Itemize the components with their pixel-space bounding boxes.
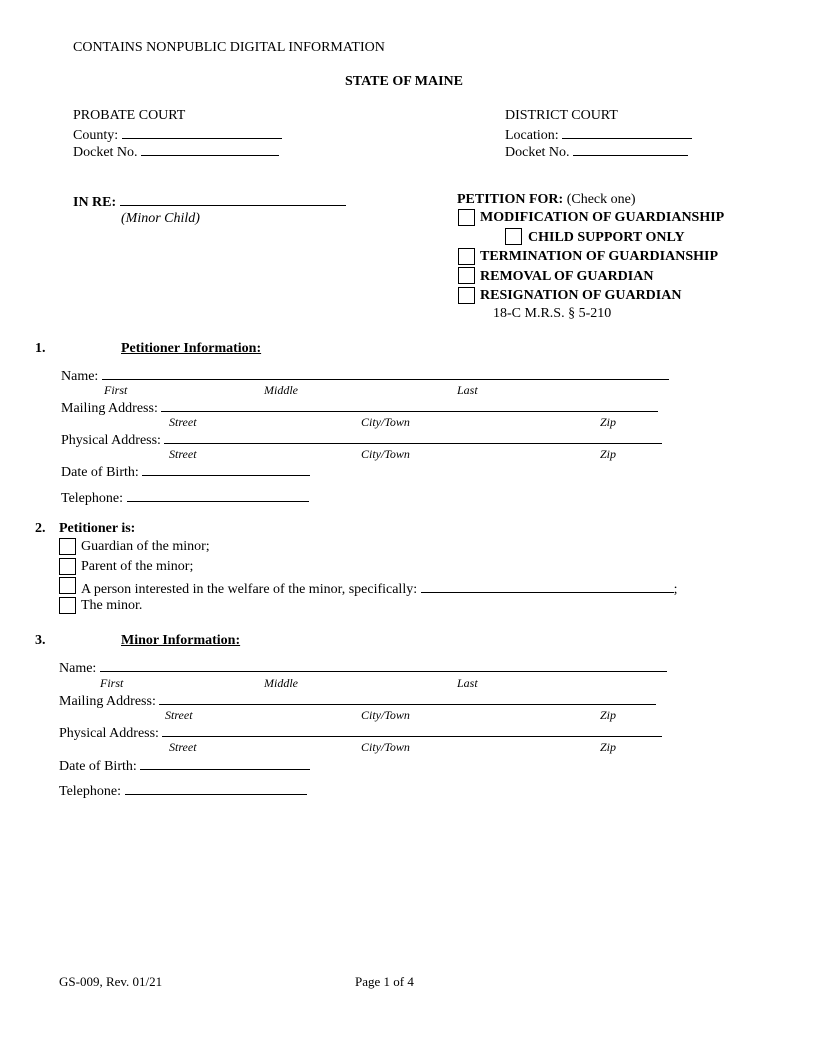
- probate-docket-row: [73, 142, 279, 161]
- minor-physical-city-sublabel: City/Town: [361, 740, 410, 754]
- minor-name-field[interactable]: [100, 658, 667, 672]
- interested-person-row: [81, 579, 678, 598]
- probate-county-field[interactable]: [122, 125, 282, 139]
- termination-label: TERMINATION OF GUARDIANSHIP: [480, 249, 719, 264]
- petitioner-mailing-row: [61, 398, 658, 417]
- petitioner-phone-row: [61, 488, 309, 507]
- in-re-label: IN RE:: [73, 195, 117, 210]
- minor-physical-field[interactable]: [162, 723, 662, 737]
- petitioner-name-row: [61, 366, 669, 385]
- interested-person-suffix: ;: [673, 582, 678, 597]
- minor-mailing-row: [59, 691, 656, 710]
- petitioner-name-field[interactable]: [102, 366, 669, 380]
- minor-dob-row: [59, 756, 310, 775]
- page-number: Page 1 of 4: [355, 974, 414, 989]
- district-docket-label: Docket No.: [505, 145, 570, 160]
- petitioner-dob-label: Date of Birth:: [61, 465, 139, 480]
- form-id: GS-009, Rev. 01/21: [59, 974, 163, 989]
- guardian-checkbox[interactable]: [59, 538, 76, 555]
- petitioner-first-sublabel: First: [104, 383, 128, 397]
- state-title: STATE OF MAINE: [345, 74, 463, 89]
- petition-for-heading: [457, 192, 636, 208]
- probate-docket-field[interactable]: [141, 142, 279, 156]
- district-docket-row: [505, 142, 688, 161]
- petitioner-physical-label: Physical Address:: [61, 433, 161, 448]
- interested-person-field[interactable]: [421, 579, 674, 593]
- district-docket-field[interactable]: [573, 142, 688, 156]
- in-re-sublabel: (Minor Child): [121, 211, 200, 226]
- petitioner-middle-sublabel: Middle: [264, 383, 298, 397]
- removal-label: REMOVAL OF GUARDIAN: [480, 269, 654, 284]
- petition-for-label: PETITION FOR:: [457, 192, 564, 207]
- confidential-notice: CONTAINS NONPUBLIC DIGITAL INFORMATION: [73, 40, 385, 55]
- minor-phone-label: Telephone:: [59, 784, 121, 799]
- termination-checkbox[interactable]: [458, 248, 475, 265]
- probate-court-title: PROBATE COURT: [73, 108, 186, 123]
- minor-mailing-city-sublabel: City/Town: [361, 708, 410, 722]
- petitioner-physical-street-sublabel: Street: [169, 447, 197, 461]
- minor-physical-label: Physical Address:: [59, 726, 159, 741]
- petitioner-phone-field[interactable]: [127, 488, 309, 502]
- resignation-checkbox[interactable]: [458, 287, 475, 304]
- section2-title: Petitioner is:: [59, 521, 136, 536]
- statute-reference: 18-C M.R.S. § 5-210: [493, 306, 612, 321]
- petitioner-last-sublabel: Last: [457, 383, 478, 397]
- probate-docket-label: Docket No.: [73, 145, 138, 160]
- minor-phone-field[interactable]: [125, 781, 307, 795]
- interested-person-checkbox[interactable]: [59, 577, 76, 594]
- minor-mailing-label: Mailing Address:: [59, 694, 156, 709]
- in-re-row: [73, 192, 346, 211]
- petitioner-physical-city-sublabel: City/Town: [361, 447, 410, 461]
- minor-middle-sublabel: Middle: [264, 676, 298, 690]
- probate-county-label: County:: [73, 128, 119, 143]
- child-support-label: CHILD SUPPORT ONLY: [528, 230, 685, 245]
- petitioner-physical-field[interactable]: [164, 430, 662, 444]
- section1-title: Petitioner Information:: [121, 341, 262, 356]
- petitioner-name-label: Name:: [61, 369, 99, 384]
- parent-checkbox[interactable]: [59, 558, 76, 575]
- minor-physical-zip-sublabel: Zip: [600, 740, 617, 754]
- petitioner-phone-label: Telephone:: [61, 491, 123, 506]
- minor-physical-street-sublabel: Street: [169, 740, 197, 754]
- minor-mailing-field[interactable]: [159, 691, 656, 705]
- guardian-label: Guardian of the minor;: [81, 539, 210, 554]
- section1-number: 1.: [35, 341, 46, 356]
- petitioner-dob-field[interactable]: [142, 462, 310, 476]
- section3-title: Minor Information:: [121, 633, 241, 648]
- minor-mailing-street-sublabel: Street: [165, 708, 193, 722]
- modification-label: MODIFICATION OF GUARDIANSHIP: [480, 210, 725, 225]
- modification-checkbox[interactable]: [458, 209, 475, 226]
- petitioner-physical-zip-sublabel: Zip: [600, 447, 617, 461]
- minor-first-sublabel: First: [100, 676, 124, 690]
- child-support-checkbox[interactable]: [505, 228, 522, 245]
- interested-person-label: A person interested in the welfare of the minor, specifically:: [81, 582, 418, 597]
- district-court-title: DISTRICT COURT: [505, 108, 618, 123]
- petitioner-mailing-street-sublabel: Street: [169, 415, 197, 429]
- petitioner-mailing-label: Mailing Address:: [61, 401, 158, 416]
- petitioner-mailing-field[interactable]: [161, 398, 658, 412]
- district-location-label: Location:: [505, 128, 559, 143]
- resignation-label: RESIGNATION OF GUARDIAN: [480, 288, 682, 303]
- district-location-field[interactable]: [562, 125, 692, 139]
- minor-dob-field[interactable]: [140, 756, 310, 770]
- minor-last-sublabel: Last: [457, 676, 478, 690]
- in-re-field[interactable]: [120, 192, 346, 206]
- minor-name-row: [59, 658, 667, 677]
- minor-mailing-zip-sublabel: Zip: [600, 708, 617, 722]
- section3-number: 3.: [35, 633, 46, 648]
- petitioner-mailing-zip-sublabel: Zip: [600, 415, 617, 429]
- removal-checkbox[interactable]: [458, 267, 475, 284]
- minor-dob-label: Date of Birth:: [59, 759, 137, 774]
- minor-phone-row: [59, 781, 307, 800]
- minor-label: The minor.: [81, 598, 143, 613]
- minor-checkbox[interactable]: [59, 597, 76, 614]
- minor-name-label: Name:: [59, 661, 97, 676]
- parent-label: Parent of the minor;: [81, 559, 194, 574]
- section2-number: 2.: [35, 521, 46, 536]
- petition-for-instruction: (Check one): [566, 192, 636, 207]
- petitioner-mailing-city-sublabel: City/Town: [361, 415, 410, 429]
- petitioner-dob-row: [61, 462, 310, 481]
